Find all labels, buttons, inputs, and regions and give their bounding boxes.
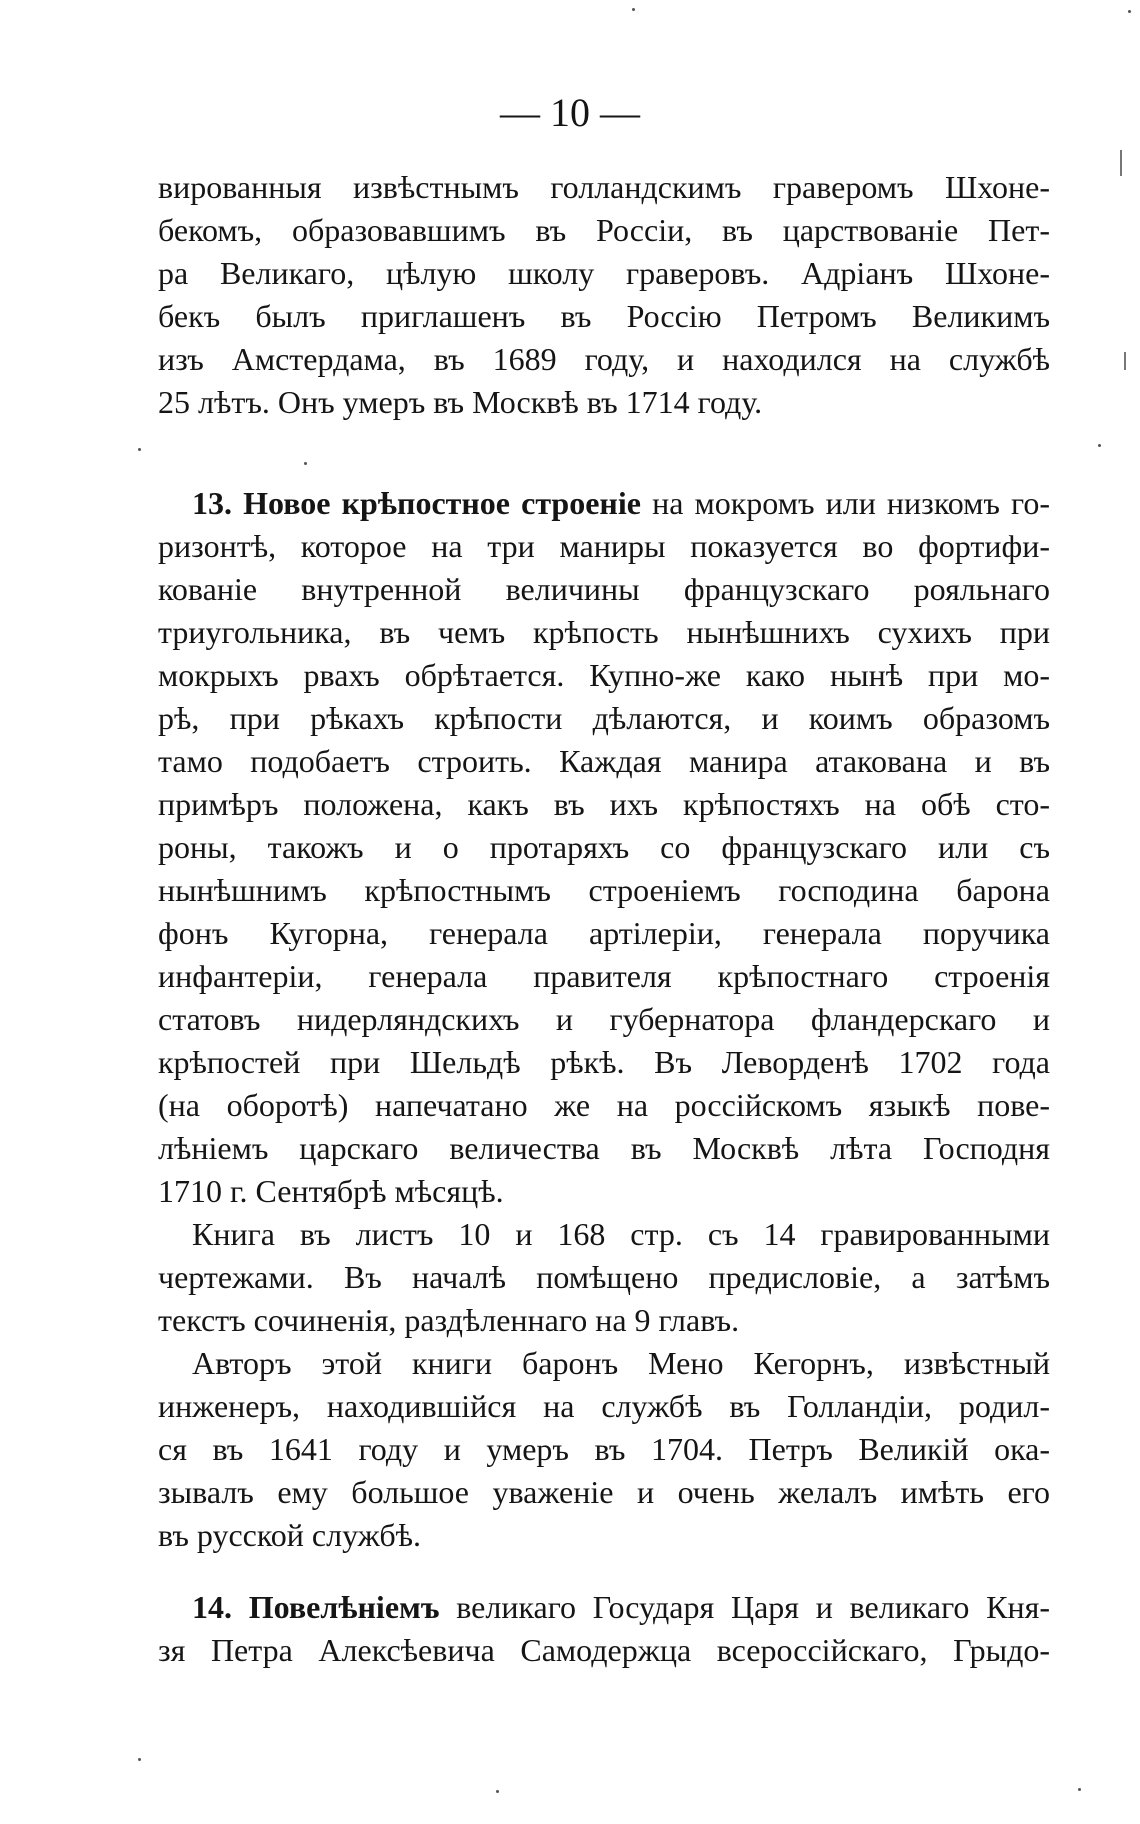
text-line: статовъ нидерляндскихъ и губернатора фландерскаго и — [158, 1001, 1050, 1037]
text-block-entry-13 — [158, 482, 1050, 1557]
text-line: примѣръ положена, какъ въ ихъ крѣпостяхъ на обѣ сто- — [158, 786, 1050, 822]
text-line: изъ Амстердама, въ 1689 году, и находился на службѣ — [158, 341, 1050, 377]
scan-speck — [138, 448, 141, 451]
scan-speck — [304, 462, 307, 465]
entry-heading-line — [158, 482, 1050, 525]
text-line: вированныя извѣстнымъ голландскимъ граверомъ Шхоне- — [158, 169, 1050, 205]
text-line: тамо подобаетъ строить. Каждая манира атакована и въ — [158, 743, 1050, 779]
scan-speck — [138, 1758, 141, 1761]
entry-number: 14. — [192, 1589, 232, 1625]
entry-title: Новое крѣпостное строеніе — [243, 485, 641, 521]
text-line: мокрыхъ рвахъ обрѣтается. Купно-же како нынѣ при мо- — [158, 657, 1050, 693]
text-line: роны, такожъ и о протаряхъ со французскаго или съ — [158, 829, 1050, 865]
text-line: Авторъ этой книги баронъ Мено Кегорнъ, извѣстный — [192, 1345, 1050, 1381]
margin-mark — [1120, 150, 1122, 176]
text-line: триугольника, въ чемъ крѣпость нынѣшнихъ сухихъ при — [158, 614, 1050, 650]
text-line: кованіе внутренной величины французскаго рояльнаго — [158, 571, 1050, 607]
entry-title: Повелѣніемъ — [248, 1589, 440, 1625]
text-line: крѣпостей при Шельдѣ рѣкѣ. Въ Леворденѣ 1702 года — [158, 1044, 1050, 1080]
text-line: ризонтѣ, которое на три маниры показуется во фортифи- — [158, 528, 1050, 564]
text-line: Книга въ листъ 10 и 168 стр. съ 14 гравированными — [192, 1216, 1050, 1252]
scan-speck — [496, 1790, 499, 1793]
page-number: — 10 — — [500, 90, 640, 135]
paragraph-author — [158, 1342, 1050, 1557]
text-line: (на оборотѣ) напечатано же на россійскомъ языкѣ пове- — [158, 1087, 1050, 1123]
scan-speck — [1078, 1788, 1081, 1791]
scan-speck — [1128, 10, 1131, 13]
text-line: фонъ Кугорна, генерала артілеріи, генерала поручика — [158, 915, 1050, 951]
text-line: ра Великаго, цѣлую школу граверовъ. Адріанъ Шхоне- — [158, 255, 1050, 291]
entry-13 — [158, 482, 1050, 1213]
entry-number: 13. — [192, 485, 232, 521]
text-line: нынѣшнимъ крѣпостнымъ строеніемъ господина барона — [158, 872, 1050, 908]
text-line: инфантеріи, генерала правителя крѣпостнаго строенія — [158, 958, 1050, 994]
margin-mark — [1124, 352, 1126, 370]
text-line: бекомъ, образовавшимъ въ Россіи, въ царствованіе Пет- — [158, 212, 1050, 248]
text-line: зя Петра Алексѣевича Самодержца всероссійскаго, Грыдо- — [158, 1632, 1050, 1668]
text-line: бекъ былъ приглашенъ въ Россію Петромъ Великимъ — [158, 298, 1050, 334]
text-line: въ русской службѣ. — [158, 1517, 421, 1553]
text-line: лѣніемъ царскаго величества въ Москвѣ лѣта Господня — [158, 1130, 1050, 1166]
text-line: чертежами. Въ началѣ помѣщено предисловіе, а затѣмъ — [158, 1259, 1050, 1295]
scan-speck — [632, 8, 635, 11]
text-line: 25 лѣтъ. Онъ умеръ въ Москвѣ въ 1714 году. — [158, 384, 763, 420]
scan-speck — [1098, 444, 1101, 447]
entry-14 — [158, 1586, 1050, 1672]
text-block-top — [158, 166, 1050, 424]
paragraph-continuation — [158, 166, 1050, 424]
text-line: 1710 г. Сентябрѣ мѣсяцѣ. — [158, 1173, 504, 1209]
text-line: инженеръ, находившійся на службѣ въ Голландіи, родил- — [158, 1388, 1050, 1424]
text-line: рѣ, при рѣкахъ крѣпости дѣлаются, и коимъ образомъ — [158, 700, 1050, 736]
entry-heading-rest: великаго Государя Царя и великаго Кня- — [456, 1589, 1051, 1625]
text-line: зывалъ ему большое уваженіе и очень желалъ имѣть его — [158, 1474, 1050, 1510]
paragraph-book-description — [158, 1213, 1050, 1342]
entry-heading-rest: на мокромъ или низкомъ го- — [652, 485, 1051, 521]
entry-heading-line — [158, 1586, 1050, 1629]
text-line: текстъ сочиненія, раздѣленнаго на 9 главъ. — [158, 1302, 740, 1338]
text-line: ся въ 1641 году и умеръ въ 1704. Петръ Великій ока- — [158, 1431, 1050, 1467]
text-block-entry-14 — [158, 1586, 1050, 1672]
